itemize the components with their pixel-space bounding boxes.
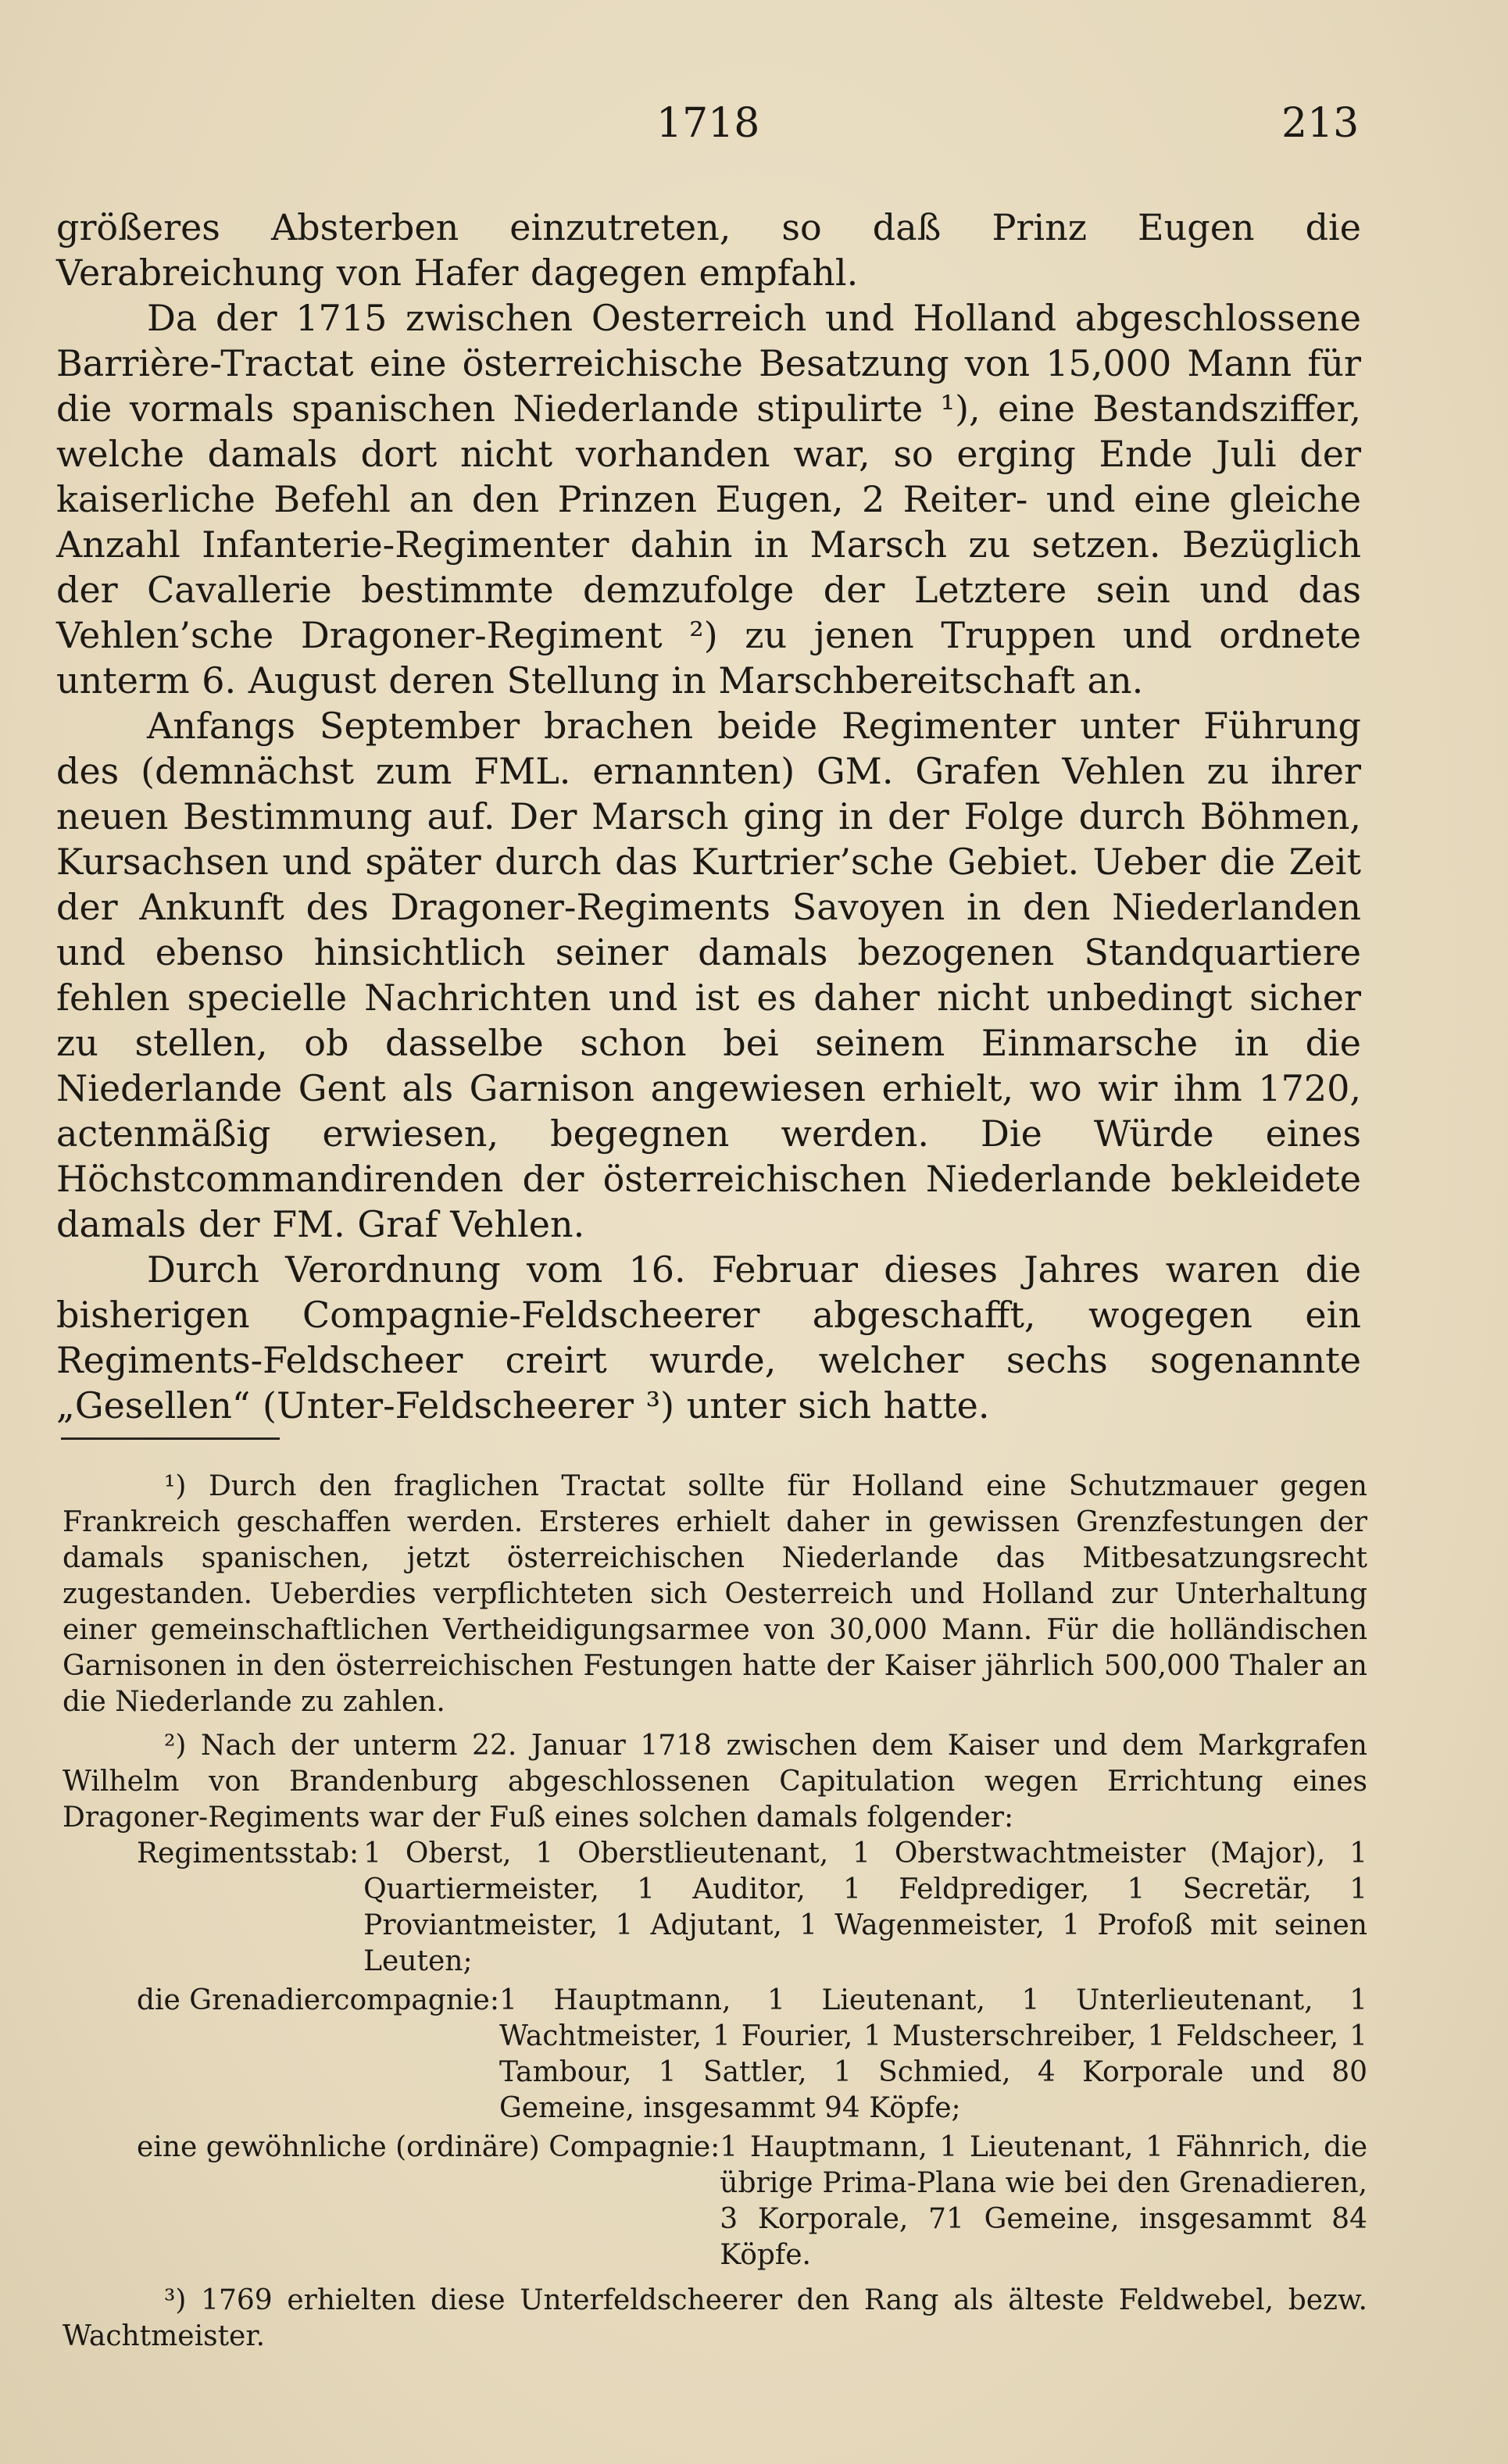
page-number: 213 (1281, 100, 1360, 147)
list-item-text: 1 Hauptmann, 1 Lieutenant, 1 Fähnrich, die übrige Prima-Plana wie bei den Grenadieren, 3 Korporale, 71 Gemeine, insgesammt 84 Köpfe. (720, 2131, 1367, 2271)
main-text (56, 205, 1361, 1428)
footnote-3: ³) 1769 erhielten diese Unterfeldscheerer den Rang als älteste Feldwebel, bezw. Wachtmeister. (63, 2284, 1367, 2352)
list-item (63, 2130, 1367, 2273)
running-header (0, 100, 1508, 155)
list-item-label: die Grenadiercompagnie: (137, 1984, 499, 2016)
paragraph-1: größeres Absterben einzutreten, so daß Prinz Eugen die Verabreichung von Hafer dagegen empfahl. (56, 206, 1361, 294)
list-item-label: eine gewöhnliche (ordinäre) Compagnie: (137, 2131, 720, 2163)
paragraph-2: Da der 1715 zwischen Oesterreich und Holland abgeschlossene Barrière-Tractat eine österreichische Besatzung von 15,000 Mann für die vormals spanischen Niederlande stipulirte ¹), eine Bestandsziffer, welche damals dort nicht vorhanden war, so erging Ende Juli der kaiserliche Befehl an den Prinzen Eugen, 2 Reiter- und eine gleiche Anzahl Infanterie-Regimenter dahin in Marsch zu setzen. Bezüglich der Cavallerie bestimmte demzufolge der Letztere sein und das Vehlen’sche Dragoner-Regiment ²) zu jenen Truppen und ordnete unterm 6. August deren Stellung in Marschbereitschaft an. (56, 297, 1361, 702)
list-item-label: Regimentsstab: (137, 1837, 359, 1869)
footnotes (63, 1469, 1367, 2355)
list-item-text: 1 Hauptmann, 1 Lieutenant, 1 Unterlieutenant, 1 Wachtmeister, 1 Fourier, 1 Musterschreiber, 1 Feldscheer, 1 Tambour, 1 Sattler, 1 Schmied, 4 Korporale und 80 Gemeine, insgesammt 94 Köpfe; (498, 1984, 1367, 2124)
footnote-2-list (63, 1836, 1367, 2273)
paragraph-3: Anfangs September brachen beide Regimenter unter Führung des (demnächst zum FML. ernannten) GM. Grafen Vehlen zu ihrer neuen Bestimmung auf. Der Marsch ging in der Folge durch Böhmen, Kursachsen und später durch das Kurtrier’sche Gebiet. Ueber die Zeit der Ankunft des Dragoner-Regiments Savoyen in den Niederlanden und ebenso hinsichtlich seiner damals bezogenen Standquartiere fehlen specielle Nachrichten und ist es daher nicht unbedingt sicher zu stellen, ob dasselbe schon bei seinem Einmarsche in die Niederlande Gent als Garnison angewiesen erhielt, wo wir ihm 1720, actenmäßig erwiesen, begegnen werden. Die Würde eines Höchstcommandirenden der österreichischen Niederlande bekleidete damals der FM. Graf Vehlen. (56, 705, 1361, 1245)
footnote-1: ¹) Durch den fraglichen Tractat sollte für Holland eine Schutzmauer gegen Frankreich geschaffen werden. Ersteres erhielt daher in gewissen Grenzfestungen der damals spanischen, jetzt österreichischen Niederlande das Mitbesatzungsrecht zugestanden. Ueberdies verpflichteten sich Oesterreich und Holland zur Unterhaltung einer gemeinschaftlichen Vertheidigungsarmee von 30,000 Mann. Für die holländischen Garnisonen in den österreichischen Festungen hatte der Kaiser jährlich 500,000 Thaler an die Niederlande zu zahlen. (63, 1470, 1367, 1718)
list-item (63, 1983, 1367, 2127)
footnote-rule (61, 1437, 280, 1440)
running-head-year: 1718 (656, 100, 760, 147)
paragraph-4: Durch Verordnung vom 16. Februar dieses Jahres waren die bisherigen Compagnie-Feldscheerer abgeschafft, wogegen ein Regiments-Feldscheer creirt wurde, welcher sechs sogenannte „Gesellen“ (Unter-Feldscheerer ³) unter sich hatte. (56, 1248, 1361, 1427)
list-item-text: 1 Oberst, 1 Oberstlieutenant, 1 Oberstwachtmeister (Major), 1 Quartiermeister, 1 Auditor, 1 Feldprediger, 1 Secretär, 1 Proviantmeister, 1 Adjutant, 1 Wagenmeister, 1 Profoß mit seinen Leuten; (363, 1837, 1367, 1977)
list-item (63, 1836, 1367, 1980)
footnote-2-intro: ²) Nach der unterm 22. Januar 1718 zwischen dem Kaiser und dem Markgrafen Wilhelm von Brandenburg abgeschlossenen Capitulation wegen Errichtung eines Dragoner-Regiments war der Fuß eines solchen damals folgender: (63, 1730, 1367, 1834)
